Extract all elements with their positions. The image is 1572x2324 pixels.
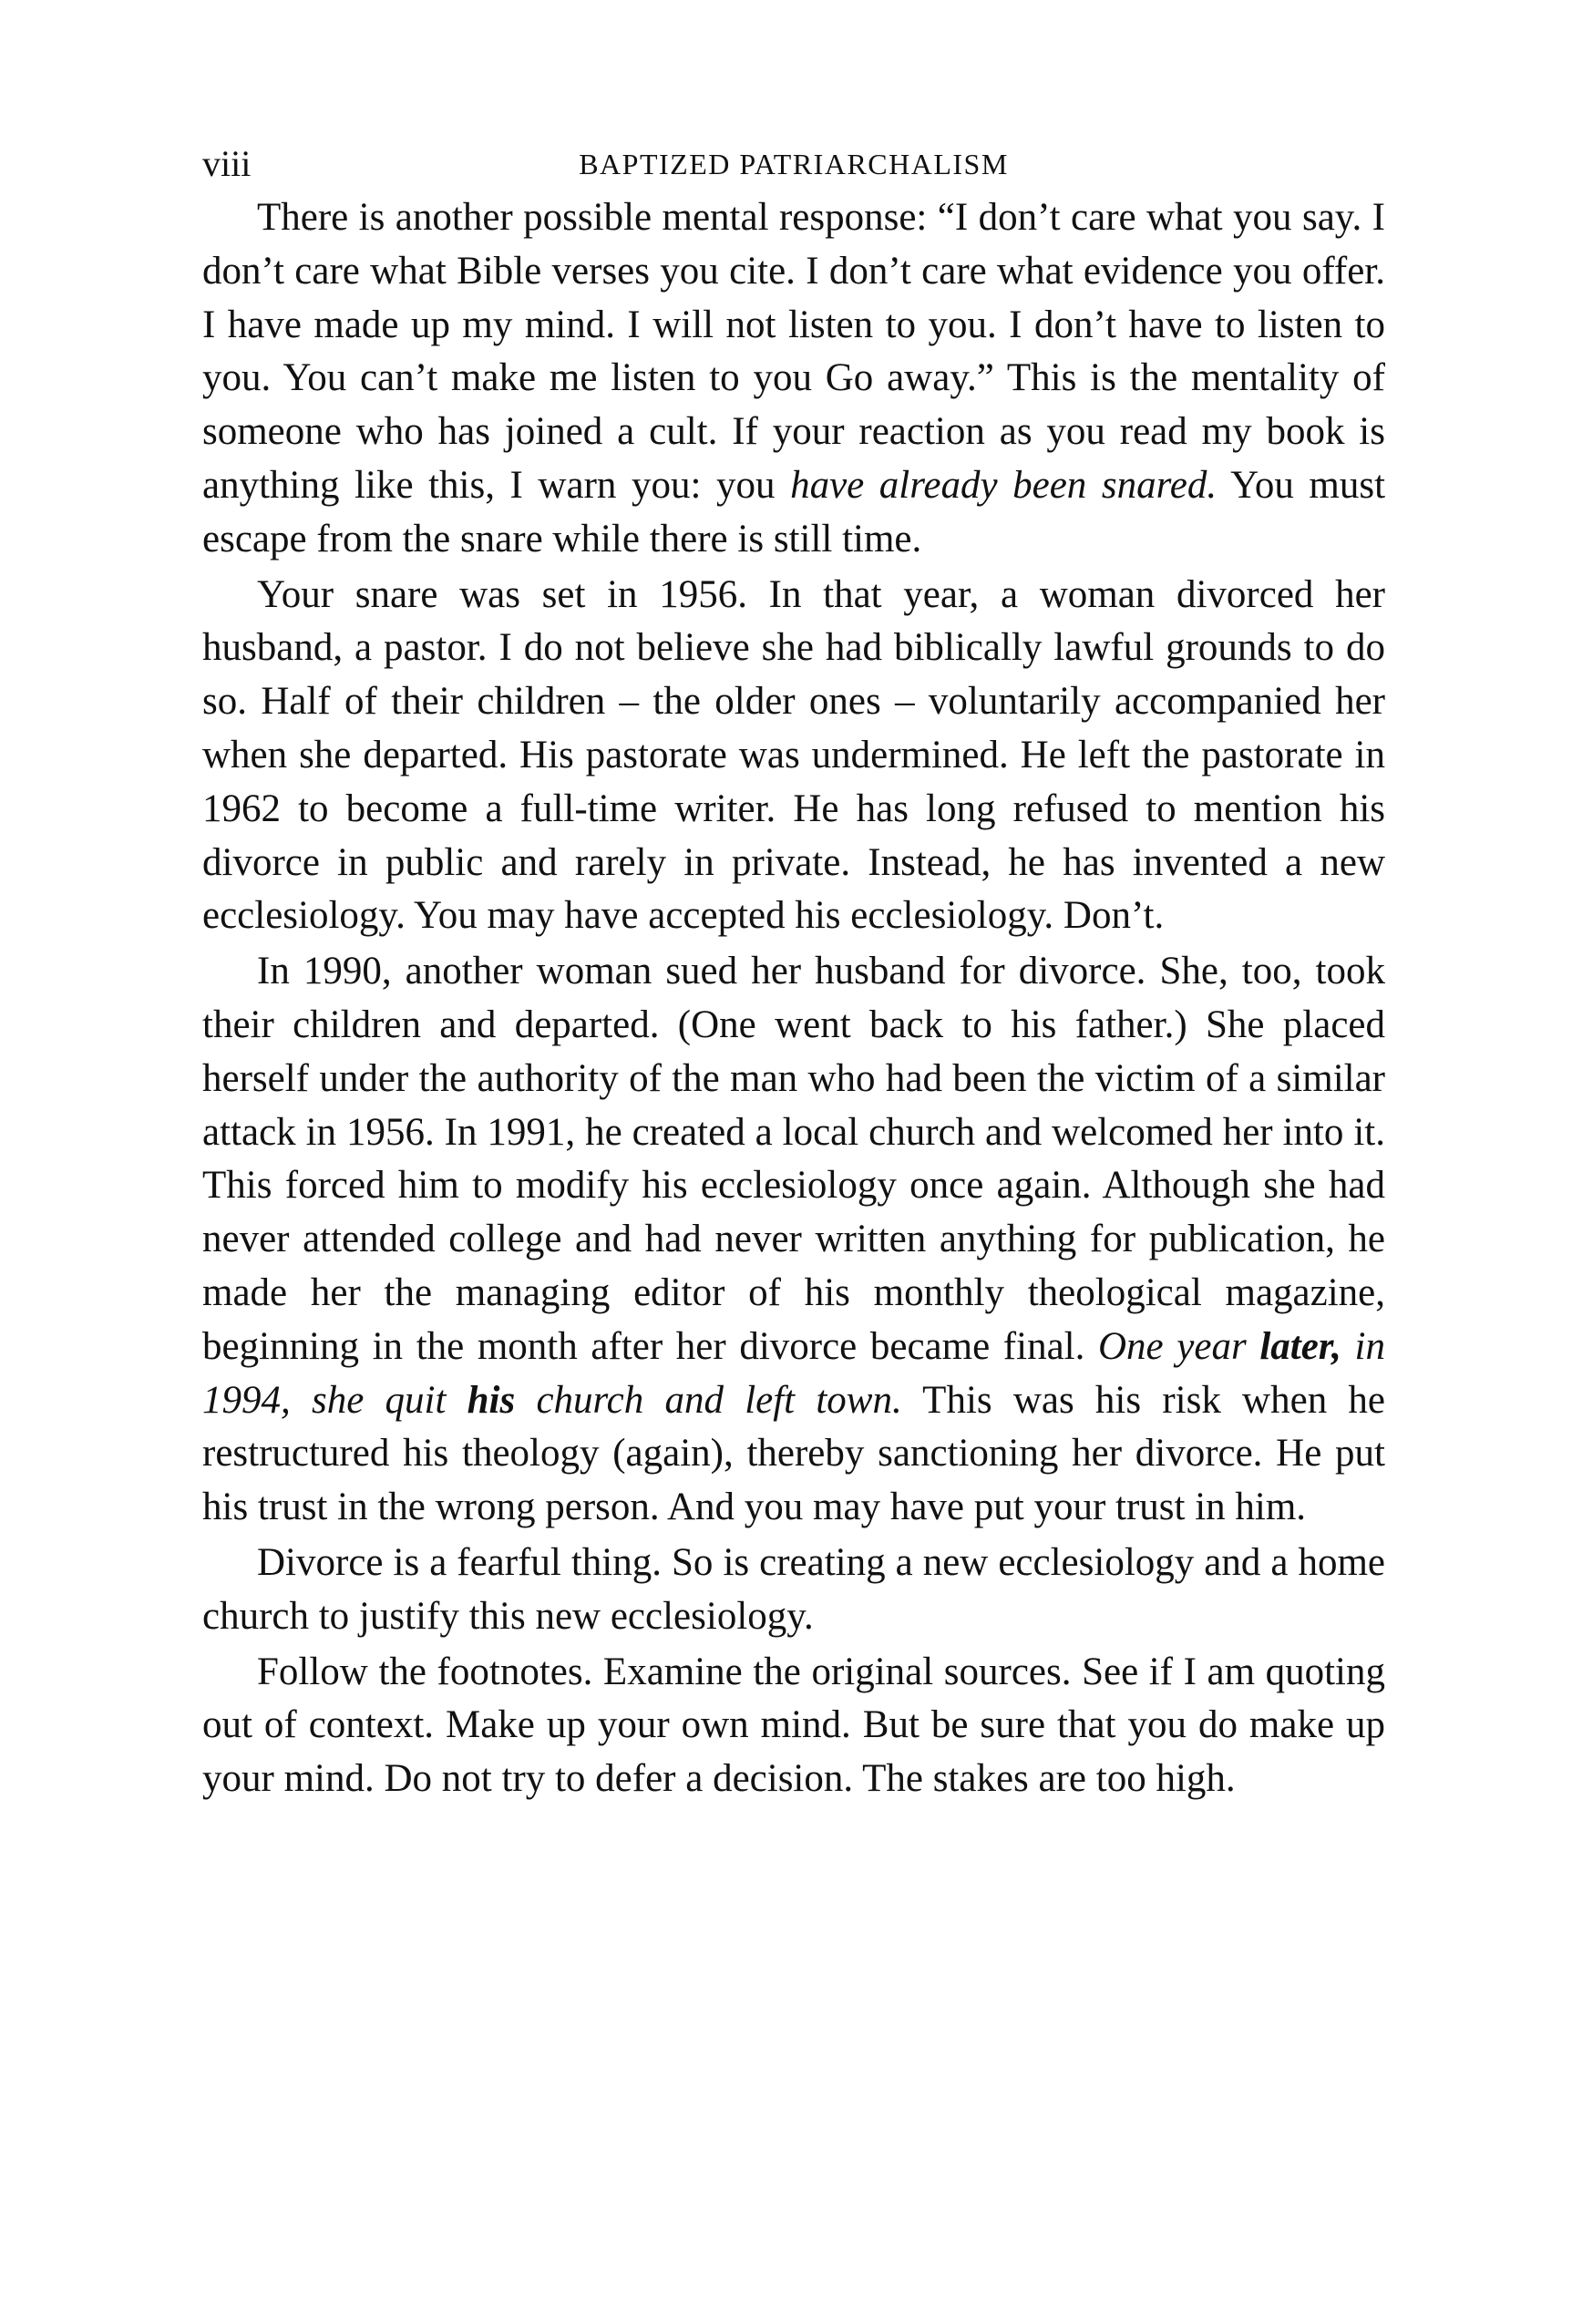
paragraph-1-text: There is another possible mental response: “I don’t care what you say. I don’t care what Bible verses you cite. I don’t care what evidence you offer. I have made up my mind. I will not listen to you. I don’t have to listen to you. You can’t make me listen to you Go away.” This is the mentality of someone who has joined a cult. If your reaction as you read my book is anything like this, I warn you: you [202,196,1385,507]
page-number: viii [202,143,252,184]
paragraph-3-emphasis-b: in 1994, she quit [202,1324,1385,1422]
paragraph-3-emphasis-a: One year [1098,1324,1260,1368]
paragraph-4 [202,1537,1385,1644]
paragraph-3-emphasis-c: church and left town. [515,1378,902,1422]
paragraph-1 [202,191,1385,567]
paragraph-1-emphasis: have already been snared. [790,463,1218,507]
running-head [202,137,1385,191]
book-page [202,137,1385,1806]
paragraph-2 [202,569,1385,944]
paragraph-4-text: Divorce is a fearful thing. So is creating a new ecclesiology and a home church to justify this new ecclesiology. [202,1540,1385,1638]
paragraph-3-strong-b: his [467,1378,516,1422]
paragraph-3-tail: This was his risk when he restructured his theology (again), thereby sanctioning her divorce. He put his trust in the wrong person. And you may have put your trust in him. [202,1378,1385,1529]
paragraph-5-text: Follow the footnotes. Examine the original sources. See if I am quoting out of context. Make up your own mind. But be sure that you do make up your mind. Do not try to defer a decision. The stakes are too high. [202,1650,1385,1801]
paragraph-5 [202,1646,1385,1806]
paragraph-3 [202,945,1385,1535]
running-title: BAPTIZED PATRIARCHALISM [579,148,1009,180]
paragraph-3-text: In 1990, another woman sued her husband for divorce. She, too, took their children and departed. (One went back to his father.) She placed herself under the authority of the man who had been the victim of a similar attack in 1956. In 1991, he created a local church and welcomed her into it. This forced him to modify his ecclesiology once again. Although she had never attended college and had never written anything for publication, he made her the managing editor of his monthly theological magazine, beginning in the month after her divorce became final. [202,950,1385,1368]
paragraph-3-strong-a: later, [1259,1324,1341,1368]
body-text [202,191,1385,1806]
paragraph-2-text: Your snare was set in 1956. In that year, a woman divorced her husband, a pastor. I do not believe she had biblically lawful grounds to do so. Half of their children – the older ones – voluntarily accompanied her when she departed. His pastorate was undermined. He left the pastorate in 1962 to become a full-time writer. He has long refused to mention his divorce in public and rarely in private. Instead, he has invented a new ecclesiology. You may have accepted his ecclesiology. Don’t. [202,572,1385,938]
paragraph-1-tail: You must escape from the snare while there is still time. [202,463,1386,560]
